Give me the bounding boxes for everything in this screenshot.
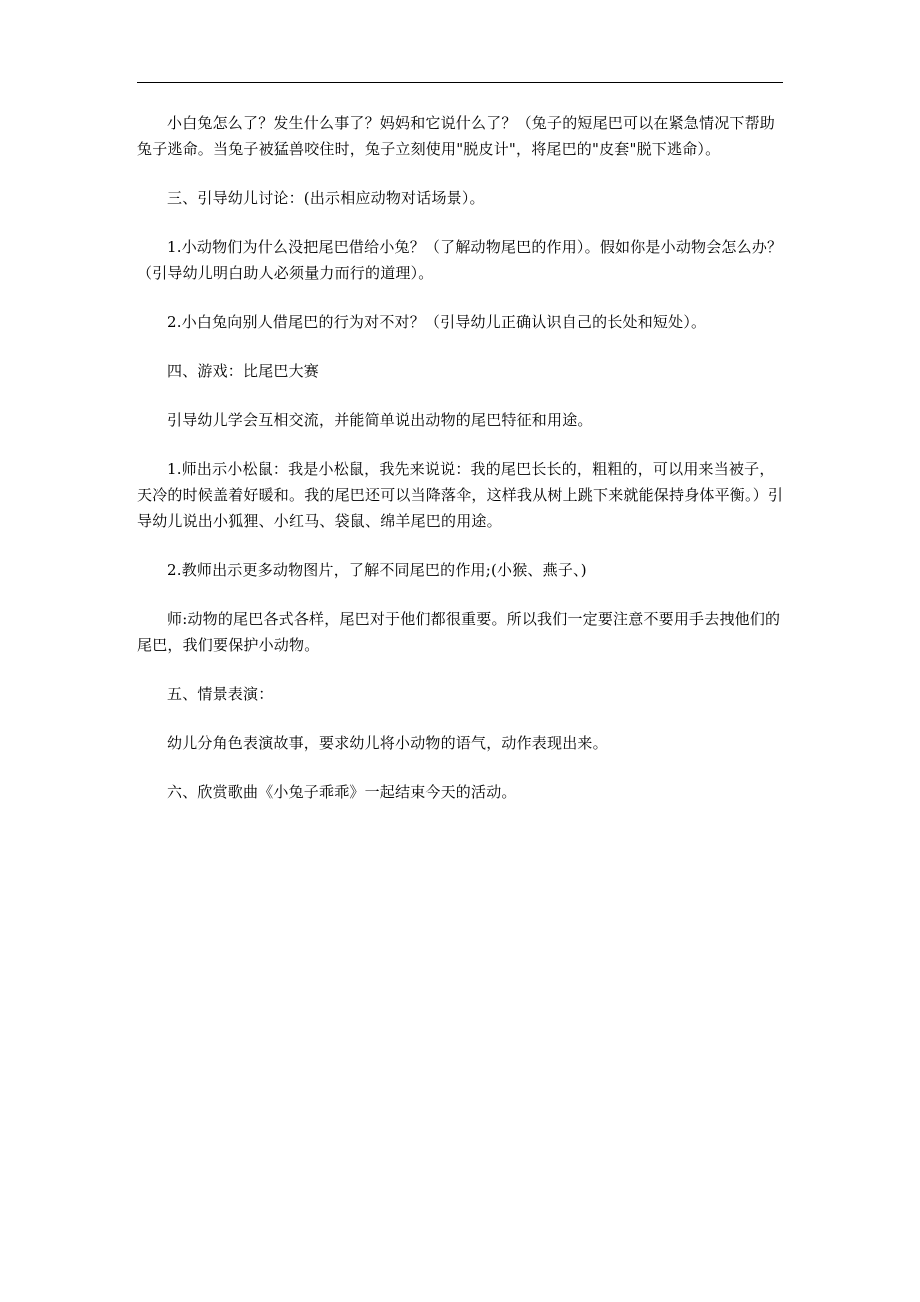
section-heading-game: 四、游戏：比尾巴大赛 [167, 362, 320, 380]
section-heading-song: 六、欣赏歌曲《小兔子乖乖》一起结束今天的活动。 [167, 783, 517, 801]
paragraph-gap [137, 335, 789, 358]
section-heading-performance: 五、情景表演： [167, 685, 274, 703]
paragraph-gap [137, 162, 789, 185]
section-heading-discussion: 三、引导幼儿讨论：(出示相应动物对话场景）。 [167, 189, 485, 207]
paragraph-performance: 幼儿分角色表演故事，要求幼儿将小动物的语气，动作表现出来。 [167, 734, 608, 752]
paragraph-game-1: 1.师出示小松鼠：我是小松鼠，我先来说说：我的尾巴长长的，粗粗的，可以用来当被子，天冷的时候盖着好暖和。我的尾巴还可以当降落伞，这样我从树上跳下来就能保持身体平衡。）引导幼儿说出小狐狸、小红马、袋鼠、绵羊尾巴的用途。 [137, 460, 784, 530]
paragraph-teacher-summary: 师:动物的尾巴各式各样，尾巴对于他们都很重要。所以我们一定要注意不要用手去拽他们的尾巴，我们要保护小动物。 [137, 610, 781, 654]
paragraph-gap [137, 707, 789, 730]
paragraph-gap [137, 658, 789, 681]
paragraph-discussion-2: 2.小白兔向别人借尾巴的行为对不对？（引导幼儿正确认识自己的长处和短处）。 [167, 313, 707, 331]
paragraph-gap [137, 433, 789, 456]
paragraph-gap [137, 583, 789, 606]
paragraph-gap [137, 211, 789, 234]
paragraph-gap [137, 384, 789, 407]
paragraph-discussion-1: 1.小动物们为什么没把尾巴借给小兔？（了解动物尾巴的作用）。假如你是小动物会怎么办？（引导幼儿明白助人必须量力而行的道理）。 [137, 238, 783, 282]
document-body [137, 110, 789, 805]
paragraph-gap [137, 534, 789, 557]
paragraph-rabbit-question: 小白兔怎么了？发生什么事了？妈妈和它说什么了？（兔子的短尾巴可以在紧急情况下帮助兔子逃命。当兔子被猛兽咬住时，兔子立刻使用"脱皮计"，将尾巴的"皮套"脱下逃命）。 [137, 114, 776, 158]
header-rule [137, 82, 783, 83]
paragraph-gap [137, 286, 789, 309]
paragraph-game-intro: 引导幼儿学会互相交流，并能简单说出动物的尾巴特征和用途。 [167, 411, 593, 429]
paragraph-game-2: 2.教师出示更多动物图片，了解不同尾巴的作用;(小猴、燕子、) [167, 561, 587, 579]
paragraph-gap [137, 756, 789, 779]
